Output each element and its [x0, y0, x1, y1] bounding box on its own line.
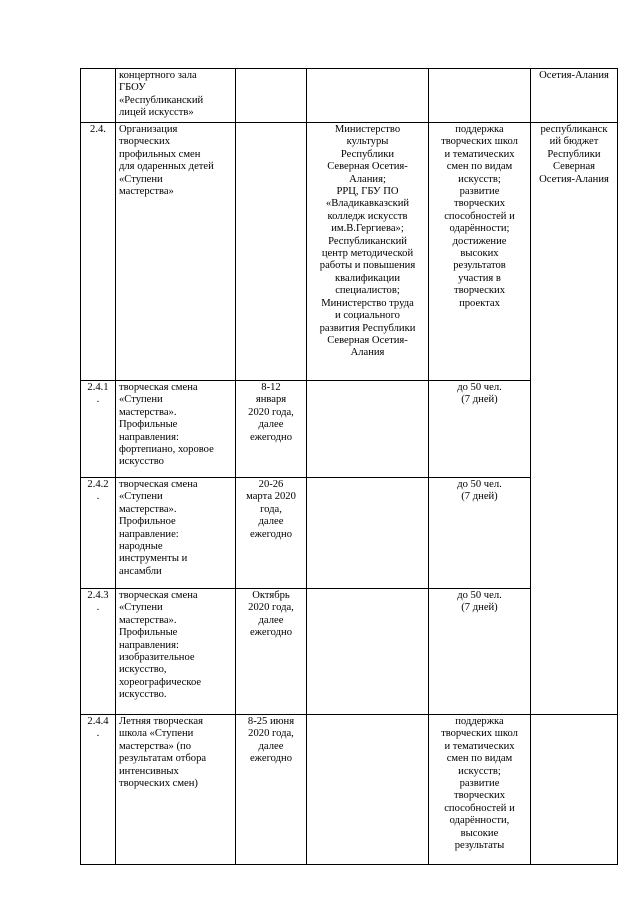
row-number: 2.4.: [90, 124, 106, 135]
result-text: поддержка творческих школ и тематических смен по видам искусств; развитие творческих способностей и одарённости; достижение высоких результатов участия в творческих проектах: [441, 124, 518, 309]
finance-text: республиканск ий бюджет Республики Северная Осетия-Алания: [539, 124, 609, 185]
result-text: поддержка творческих школ и тематических смен по видам искусств; развитие творческих способностей и одарённости, высокие результаты: [441, 716, 518, 852]
result-text: до 50 чел. (7 дней): [457, 382, 502, 406]
activity-name-cell: [116, 478, 236, 589]
date-cell: [236, 381, 307, 478]
date-text: 20-26 марта 2020 года, далее ежегодно: [246, 479, 296, 540]
organizer-cell: [307, 381, 429, 478]
result-cell: [429, 715, 531, 865]
activity-name: концертного зала ГБОУ «Республиканский лицей искусств»: [119, 70, 204, 119]
result-text: до 50 чел. (7 дней): [457, 479, 502, 503]
row-number: 2.4.2 .: [87, 479, 109, 503]
organizer-text: Министерство культуры Республики Северная Осетия- Алания; РРЦ, ГБУ ПО «Владикавказский колледж искусств им.В.Гергиева»; Республиканский центр методической работы и повышения квалификации специалистов; Министерство труда и социального развития Республики Северная Осетия- Алания: [319, 124, 416, 359]
row-number-cell: [81, 478, 116, 589]
organizer-cell: [307, 123, 429, 381]
row-number-cell: [81, 69, 116, 123]
result-cell: [429, 123, 531, 381]
finance-cell: [531, 715, 618, 865]
activity-name-cell: [116, 123, 236, 381]
finance-text: Осетия-Алания: [539, 70, 609, 81]
table-row: [81, 123, 618, 381]
activity-name-cell: [116, 715, 236, 865]
result-cell: [429, 478, 531, 589]
date-cell: [236, 69, 307, 123]
plan-table: [80, 68, 618, 865]
organizer-cell: [307, 715, 429, 865]
date-text: 8-12 января 2020 года, далее ежегодно: [248, 382, 294, 443]
result-cell: [429, 69, 531, 123]
activity-name-cell: [116, 589, 236, 715]
result-text: до 50 чел. (7 дней): [457, 590, 502, 614]
activity-name: творческая смена «Ступени мастерства». Профильное направление: народные инструменты и ансамбли: [119, 479, 198, 577]
row-number-cell: [81, 123, 116, 381]
organizer-cell: [307, 589, 429, 715]
date-cell: [236, 123, 307, 381]
table-row: [81, 69, 618, 123]
activity-name-cell: [116, 69, 236, 123]
activity-name: творческая смена «Ступени мастерства». Профильные направления: фортепиано, хоровое искусство: [119, 382, 214, 468]
activity-name: творческая смена «Ступени мастерства». Профильные направления: изобразительное искусство, хореографическое искусство.: [119, 590, 202, 701]
row-number: 2.4.1 .: [87, 382, 109, 406]
organizer-cell: [307, 69, 429, 123]
date-text: 8-25 июня 2020 года, далее ежегодно: [247, 716, 295, 765]
result-cell: [429, 589, 531, 715]
date-text: Октябрь 2020 года, далее ежегодно: [248, 590, 294, 639]
finance-cell: [531, 69, 618, 123]
row-number-cell: [81, 589, 116, 715]
activity-name: Организация творческих профильных смен для одаренных детей «Ступени мастерства»: [119, 124, 214, 198]
row-number-cell: [81, 381, 116, 478]
row-number: 2.4.3 .: [87, 590, 109, 614]
finance-cell: [531, 123, 618, 715]
activity-name: Летняя творческая школа «Ступени мастерства» (по результатам отбора интенсивных творческих смен): [119, 716, 207, 790]
row-number: 2.4.4 .: [87, 716, 109, 740]
row-number-cell: [81, 715, 116, 865]
plan-table-body: [81, 69, 618, 865]
activity-name-cell: [116, 381, 236, 478]
date-cell: [236, 589, 307, 715]
table-row: [81, 715, 618, 865]
date-cell: [236, 478, 307, 589]
result-cell: [429, 381, 531, 478]
organizer-cell: [307, 478, 429, 589]
date-cell: [236, 715, 307, 865]
